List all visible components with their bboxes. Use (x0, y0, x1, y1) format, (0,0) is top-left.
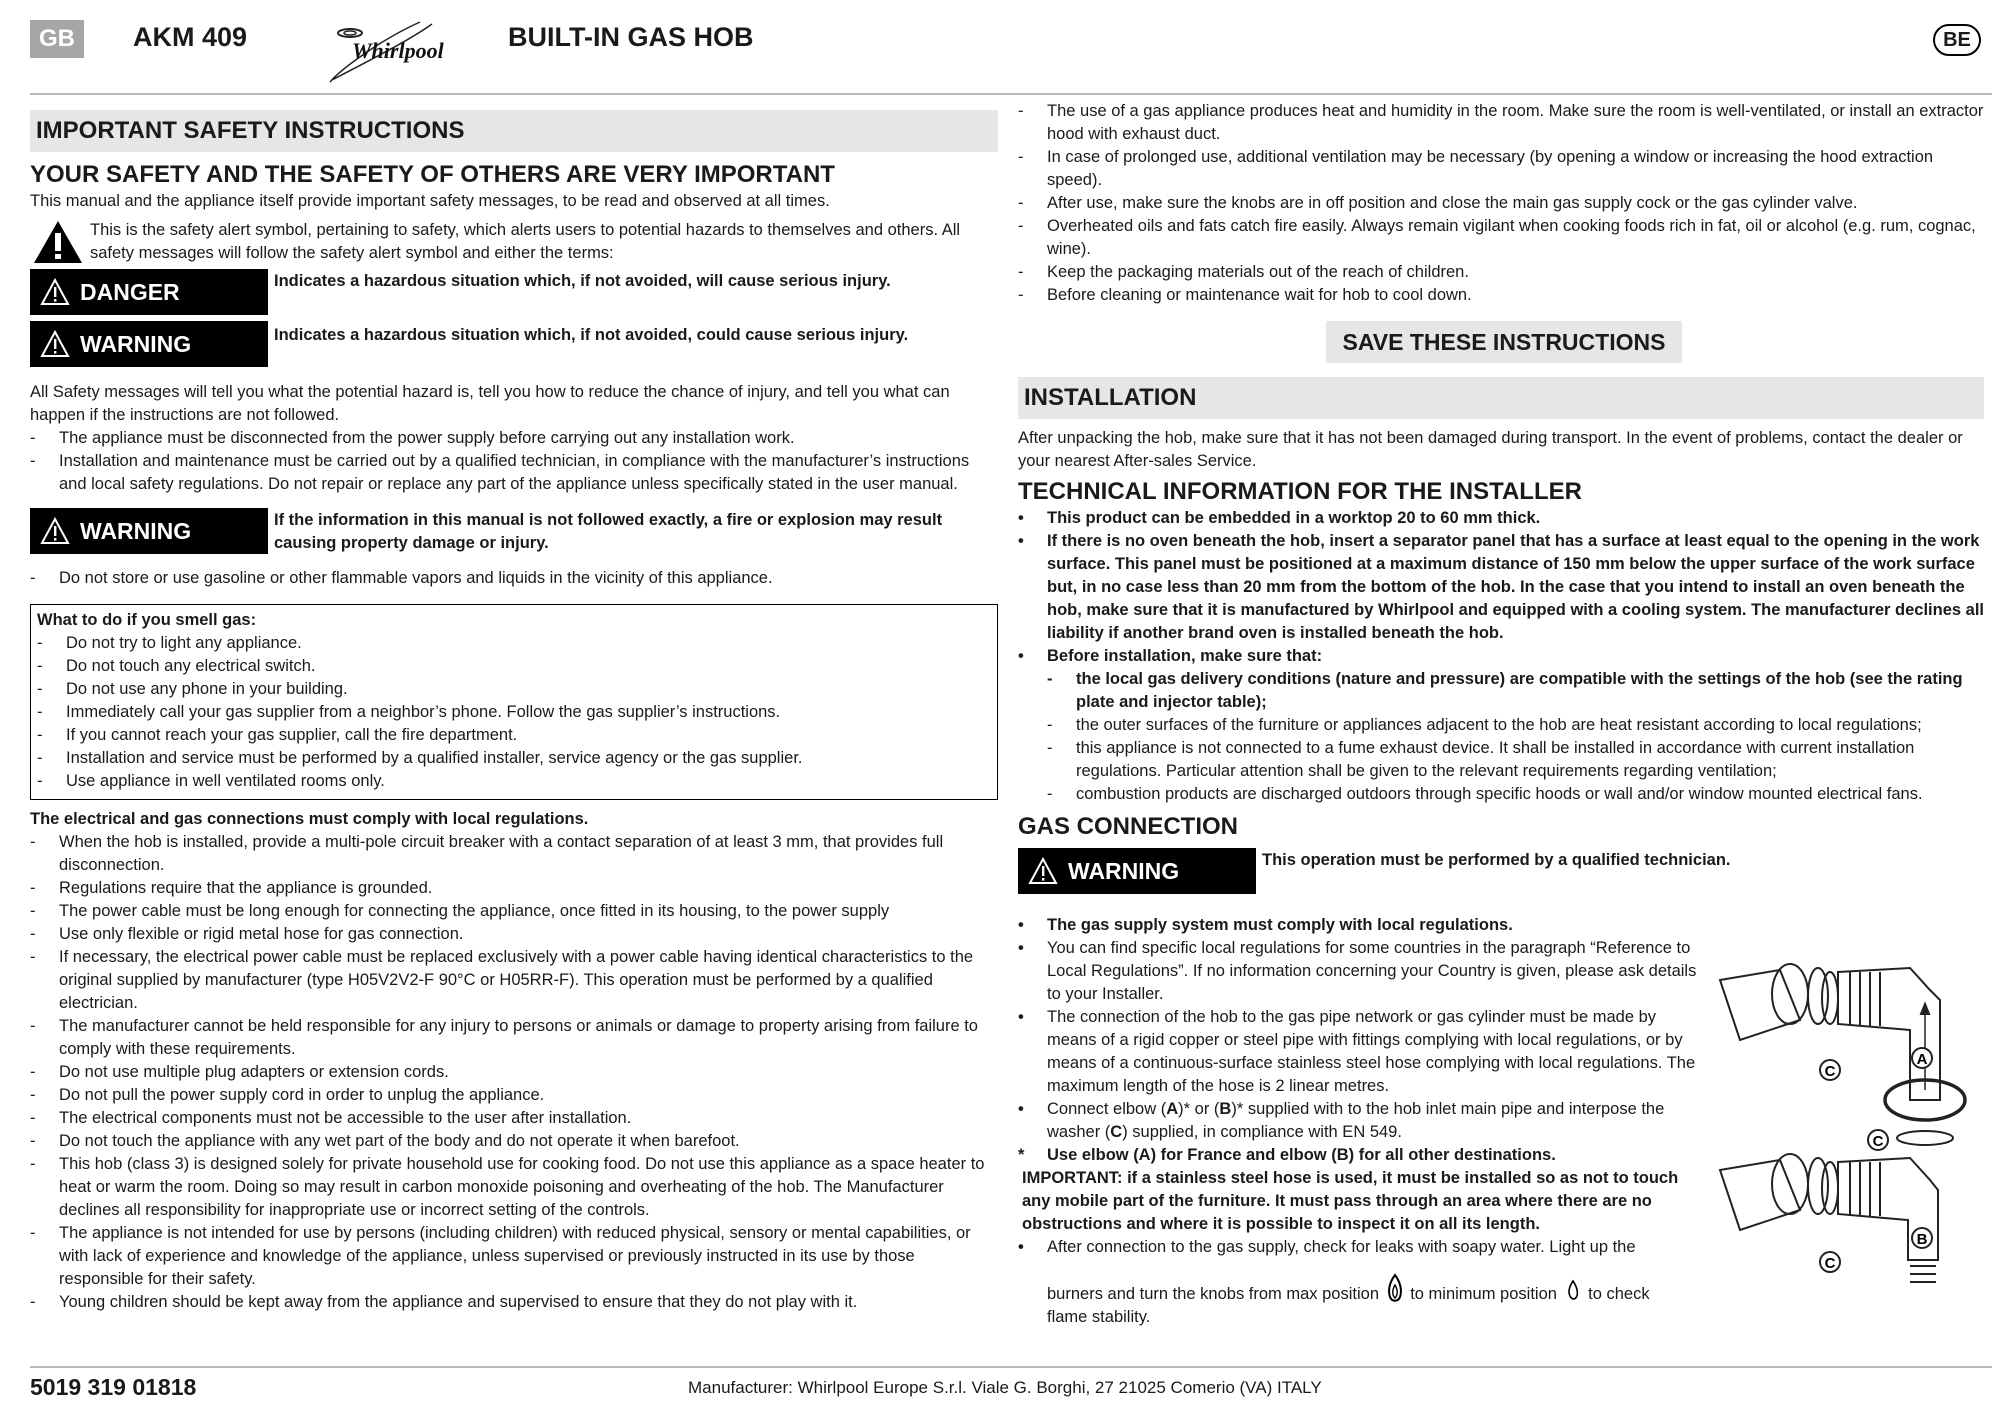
list-item: - The use of a gas appliance produces heat and humidity in the room. Make sure the room is well-ventilated, or install an extractor hood with exhaust duct. (1018, 100, 1984, 146)
diagram-label-c: C (1824, 1063, 1836, 1080)
warning-signal-2 (30, 508, 998, 555)
list-item: - Do not store or use gasoline or other flammable vapors and liquids in the vicinity of this appliance. (30, 567, 998, 590)
list-item: - Before cleaning or maintenance wait for hob to cool down. (1018, 284, 1984, 307)
electrical-list (30, 831, 998, 1314)
leak-text: burners and turn the knobs from max position (1047, 1285, 1380, 1303)
star-note: * Use elbow (A) for France and elbow (B) for all other destinations. (1018, 1146, 1556, 1164)
gasoline-list (30, 567, 998, 590)
intro-text: This manual and the appliance itself provide important safety messages, to be read and observed at all times. (30, 192, 830, 210)
svg-text:Whirlpool: Whirlpool (352, 38, 444, 63)
alert-symbol-row (30, 219, 998, 265)
list-item: - Young children should be kept away from the appliance and supervised to ensure that they do not play with it. (30, 1291, 998, 1314)
list-item: • If there is no oven beneath the hob, insert a separator panel that has a surface at least equal to the opening in the work surface. This panel must be positioned at a maximum distance of 150 mm below the upper surface of the work surface but, in no case less than 20 mm from the bottom of the hob. In the case that you intend to install an oven beneath the hob, make sure that it is manufactured by Whirlpool and equipped with a cooling system. The manufacturer declines all liability if another brand oven is installed beneath the hob. (1018, 530, 1984, 645)
elbow-b: B (1219, 1100, 1232, 1118)
list-item: - Regulations require that the appliance is grounded. (30, 877, 998, 900)
header (30, 20, 1990, 90)
list-item: • This product can be embedded in a worktop 20 to 60 mm thick. (1018, 507, 1984, 530)
ventilation-list (1018, 100, 1984, 307)
warning-label-box (1018, 848, 1256, 894)
list-item: - The electrical components must not be accessible to the user after installation. (30, 1107, 998, 1130)
elbow-text: ) supplied, in compliance with EN 549. (1122, 1123, 1402, 1141)
list-item: - Immediately call your gas supplier from a neighbor’s phone. Follow the gas supplier’s instructions. (37, 701, 991, 724)
list-item: - Installation and service must be performed by a qualified installer, service agency or the gas supplier. (37, 747, 991, 770)
warning-label: WARNING (1068, 857, 1180, 884)
list-item (1018, 1236, 1698, 1329)
installation-band: INSTALLATION (1018, 377, 1984, 419)
whirlpool-logo (320, 20, 450, 86)
smell-gas-list (37, 632, 991, 793)
list-item: - When the hob is installed, provide a multi-pole circuit breaker with a contact separation of at least 3 mm, that provides full disconnection. (30, 831, 998, 877)
model-number: AKM 409 (133, 22, 248, 52)
list-item: - Do not use multiple plug adapters or extension cords. (30, 1061, 998, 1084)
list-item: - Installation and maintenance must be carried out by a qualified technician, in compliance with the manufacturer’s instructions and local safety regulations. Do not repair or replace any part of the appliance unless specifically stated in the user manual. (30, 450, 998, 496)
warning-text: Indicates a hazardous situation which, if not avoided, could cause serious injury. (274, 326, 909, 344)
smell-gas-box (30, 604, 998, 800)
list-item: - Overheated oils and fats catch fire easily. Always remain vigilant when cooking foods rich in fat, oil or alcohol (e.g. rum, cognac, wine). (1018, 215, 1984, 261)
max-flame-icon (1386, 1273, 1404, 1303)
manufacturer-address: Manufacturer: Whirlpool Europe S.r.l. Viale G. Borghi, 27 21025 Comerio (VA) ITALY (688, 1378, 1322, 1397)
safety-band: IMPORTANT SAFETY INSTRUCTIONS (30, 110, 998, 152)
list-item: - Do not use any phone in your building. (37, 678, 991, 701)
list-item: - The power cable must be long enough for connecting the appliance, once fitted in its housing, to the power supply (30, 900, 998, 923)
list-item: - The manufacturer cannot be held responsible for any injury to persons or animals or damage to property arising from failure to comply with these requirements. (30, 1015, 998, 1061)
warning-text: If the information in this manual is not followed exactly, a fire or explosion may result causing property damage or injury. (274, 511, 943, 552)
gas-connection-text (1018, 914, 1698, 1329)
leak-text: After connection to the gas supply, check for leaks with soapy water. Light up the (1047, 1238, 1636, 1256)
warning-triangle-icon (40, 278, 70, 306)
list-item: - Do not touch any electrical switch. (37, 655, 991, 678)
leak-text: flame stability. (1047, 1308, 1151, 1326)
list-item: - In case of prolonged use, additional ventilation may be necessary (by opening a window or increasing the hood extraction speed). (1018, 146, 1984, 192)
warning-label-box (30, 321, 268, 367)
gas-warning-signal (1018, 848, 1984, 894)
leak-list (1018, 1236, 1698, 1329)
installation-text: After unpacking the hob, make sure that it has not been damaged during transport. In the event of problems, contact the dealer or your nearest After-sales Service. (1018, 429, 1963, 470)
country-badge: BE (1933, 24, 1981, 56)
top-divider (30, 93, 1992, 95)
tech-heading: TECHNICAL INFORMATION FOR THE INSTALLER (1018, 478, 1582, 505)
list-item: • The gas supply system must comply with local regulations. (1018, 914, 1698, 937)
important-note: IMPORTANT: if a stainless steel hose is used, it must be installed so as not to touch any mobile part of the furniture. It must pass through an area where there are no obstructions and where it is possible to inspect it on all its length. (1022, 1169, 1679, 1233)
install-list (30, 427, 998, 496)
save-instructions-banner: SAVE THESE INSTRUCTIONS (1326, 321, 1682, 363)
bottom-divider (30, 1366, 1992, 1368)
list-item: - After use, make sure the knobs are in off position and close the main gas supply cock or the gas cylinder valve. (1018, 192, 1984, 215)
warning-triangle-icon (40, 517, 70, 545)
leak-line-2 (1047, 1273, 1650, 1306)
list-item: - Do not touch the appliance with any wet part of the body and do not operate it when barefoot. (30, 1130, 998, 1153)
tech-sublist (1047, 668, 1984, 806)
list-item: - If necessary, the electrical power cable must be replaced exclusively with a power cable having identical characteristics to the original supplied by manufacturer (type H05V2V2-F 90°C or H05RR-F). This operation must be performed by a qualified electrician. (30, 946, 998, 1015)
danger-signal (30, 269, 998, 315)
document-title: BUILT-IN GAS HOB (508, 22, 754, 52)
gas-heading: GAS CONNECTION (1018, 813, 1239, 840)
list-item: - If you cannot reach your gas supplier, call the fire department. (37, 724, 991, 747)
list-item: - the local gas delivery conditions (nature and pressure) are compatible with the settings of the hob (see the rating plate and injector table); (1047, 668, 1984, 714)
danger-label: DANGER (80, 278, 180, 305)
list-item: - The appliance is not intended for use by persons (including children) with reduced physical, sensory or mental capabilities, or with lack of experience and knowledge of the appliance, unless supervised or previously instructed in its use by those responsible for their safety. (30, 1222, 998, 1291)
warning-triangle-icon (30, 219, 86, 265)
washer-c: C (1110, 1123, 1123, 1141)
list-item: - the outer surfaces of the furniture or appliances adjacent to the hob are heat resistant according to local regulations; (1047, 714, 1984, 737)
list-item: - Use only flexible or rigid metal hose for gas connection. (30, 923, 998, 946)
elbow-a: A (1166, 1100, 1179, 1118)
list-item: - Keep the packaging materials out of the reach of children. (1018, 261, 1984, 284)
document-code: 5019 319 01818 (30, 1374, 197, 1400)
gas-elbow-diagram (1710, 960, 1990, 1300)
diagram-label-a: A (1916, 1051, 1928, 1068)
list-item: - this appliance is not connected to a fume exhaust device. It shall be installed in accordance with current installation regulations. Particular attention shall be given to the relevant requirements regarding ventilation; (1047, 737, 1984, 783)
warning-triangle-icon (40, 330, 70, 358)
diagram-label-c: C (1824, 1255, 1836, 1272)
min-flame-icon (1566, 1279, 1580, 1301)
warning-label-box (30, 508, 268, 554)
gas-connection-section (1018, 914, 1984, 1329)
alert-text: This is the safety alert symbol, pertaining to safety, which alerts users to potential hazards to themselves and others. All safety messages will follow the safety alert symbol and either the terms: (90, 221, 961, 262)
all-messages-text: All Safety messages will tell you what the potential hazard is, tell you how to reduce the chance of injury, and tell you what can happen if the instructions are not followed. (30, 383, 950, 424)
warning-triangle-icon (1028, 857, 1058, 885)
leak-text: to minimum position (1410, 1285, 1557, 1303)
list-item: - The appliance must be disconnected from the power supply before carrying out any installation work. (30, 427, 998, 450)
warning-text: This operation must be performed by a qualified technician. (1262, 851, 1731, 869)
list-item: - This hob (class 3) is designed solely for private household use for cooking food. Do not use this appliance as a space heater to heat or warm the room. Doing so may result in carbon monoxide poisoning and overheating of the hob. The Manufacturer declines all responsibility for inappropriate use or incorrect setting of the controls. (30, 1153, 998, 1222)
list-item: - Do not try to light any appliance. (37, 632, 991, 655)
language-badge: GB (30, 20, 84, 58)
warning-signal (30, 321, 998, 367)
list-item: - combustion products are discharged outdoors through specific hoods or wall and/or window mounted electrical fans. (1047, 783, 1984, 806)
list-item: • You can find specific local regulations for some countries in the paragraph “Reference to Local Regulations”. If no information concerning your Country is given, please ask details to your Installer. (1018, 937, 1698, 1006)
danger-text: Indicates a hazardous situation which, if not avoided, will cause serious injury. (274, 272, 891, 290)
diagram-label-c: C (1872, 1133, 1884, 1150)
left-column (30, 110, 998, 1314)
list-item: • Before installation, make sure that: (1018, 645, 1984, 668)
gas-list (1018, 914, 1698, 1144)
elbow-text: Connect elbow ( (1047, 1100, 1167, 1118)
electrical-heading: The electrical and gas connections must comply with local regulations. (30, 810, 589, 828)
list-item: - Do not pull the power supply cord in order to unplug the appliance. (30, 1084, 998, 1107)
leak-text: to check (1588, 1285, 1650, 1303)
tech-list (1018, 507, 1984, 668)
right-column (1018, 100, 1984, 1329)
star-note-text: Use elbow (A) for France and elbow (B) for all other destinations. (1047, 1146, 1556, 1164)
danger-label-box (30, 269, 268, 315)
warning-label: WARNING (80, 517, 192, 544)
list-item: - Use appliance in well ventilated rooms only. (37, 770, 991, 793)
smell-gas-title: What to do if you smell gas: (37, 611, 257, 629)
safety-heading: YOUR SAFETY AND THE SAFETY OF OTHERS ARE VERY IMPORTANT (30, 161, 835, 188)
list-item (1018, 1098, 1698, 1144)
list-item: • The connection of the hob to the gas pipe network or gas cylinder must be made by means of a rigid copper or steel pipe with fittings complying with local regulations, or by means of a continuous-surface stainless steel hose complying with local regulations. The maximum length of the hose is 2 linear metres. (1018, 1006, 1698, 1098)
elbow-text: )* or ( (1178, 1100, 1220, 1118)
diagram-label-b: B (1916, 1231, 1928, 1248)
elbow-text: )* supplied with to the hob inlet main pipe and interpose the washer ( (1047, 1100, 1665, 1141)
warning-label: WARNING (80, 330, 192, 357)
